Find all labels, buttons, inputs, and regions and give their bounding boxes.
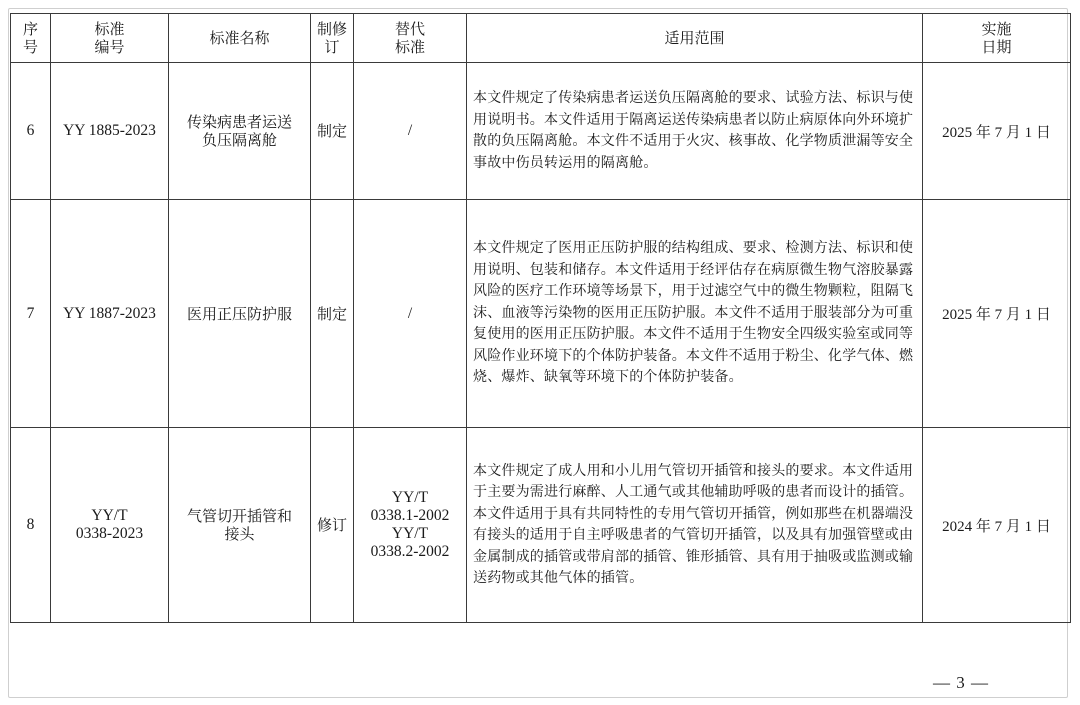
table-row [11,63,1071,200]
standard-code: YY 1885-2023 [51,63,169,200]
header-code: 标准 编号 [51,14,169,63]
standard-code: YY/T 0338-2023 [51,428,169,623]
revision-type: 修订 [311,428,354,623]
effective-date: 2025 年 7 月 1 日 [923,200,1071,428]
standard-name: 医用正压防护服 [169,200,311,428]
table-row [11,428,1071,623]
table-header-row [11,14,1071,63]
replaced-standard: / [354,200,467,428]
standard-name: 传染病患者运送 负压隔离舱 [169,63,311,200]
standard-code: YY 1887-2023 [51,200,169,428]
row-number: 7 [11,200,51,428]
document-page [8,8,1068,698]
standards-table [10,13,1071,623]
revision-type: 制定 [311,200,354,428]
header-name: 标准名称 [169,14,311,63]
replaced-standard: / [354,63,467,200]
replaced-standard: YY/T 0338.1-2002 YY/T 0338.2-2002 [354,428,467,623]
revision-type: 制定 [311,63,354,200]
effective-date: 2024 年 7 月 1 日 [923,428,1071,623]
effective-date: 2025 年 7 月 1 日 [923,63,1071,200]
scope-text: 本文件规定了医用正压防护服的结构组成、要求、检测方法、标识和使用说明、包装和储存。本文件适用于经评估存在病原微生物气溶胶暴露风险的医疗工作环境等场景下，用于过滤空气中的微生物颗粒，阻隔飞沫、血液等污染物的医用正压防护服。本文件不适用于服装部分为可重复使用的医用正压防护服。本文件不适用于生物安全四级实验室或同等风险作业环境下的个体防护装备。本文件不适用于粉尘、化学气体、燃烧、爆炸、缺氧等环境下的个体防护装备。 [467,200,923,428]
scope-text: 本文件规定了传染病患者运送负压隔离舱的要求、试验方法、标识与使用说明书。本文件适用于隔离运送传染病患者以防止病原体向外环境扩散的负压隔离舱。本文件不适用于火灾、核事故、化学物质泄漏等安全事故中伤员转运用的隔离舱。 [467,63,923,200]
header-date: 实施 日期 [923,14,1071,63]
header-type: 制修 订 [311,14,354,63]
header-replace: 替代 标准 [354,14,467,63]
row-number: 6 [11,63,51,200]
table-row [11,200,1071,428]
standard-name: 气管切开插管和 接头 [169,428,311,623]
scope-text: 本文件规定了成人用和小儿用气管切开插管和接头的要求。本文件适用于主要为需进行麻醉、人工通气或其他辅助呼吸的患者而设计的插管。本文件适用于具有共同特性的专用气管切开插管，例如那些在机器端没有接头的适用于自主呼吸患者的气管切开插管，以及具有加强管壁或由金属制成的插管或带肩部的插管、锥形插管、具有用于抽吸或监测或输送药物或其他气体的插管。 [467,428,923,623]
header-scope: 适用范围 [467,14,923,63]
page-number: — 3 — [933,673,989,692]
header-no: 序 号 [11,14,51,63]
row-number: 8 [11,428,51,623]
